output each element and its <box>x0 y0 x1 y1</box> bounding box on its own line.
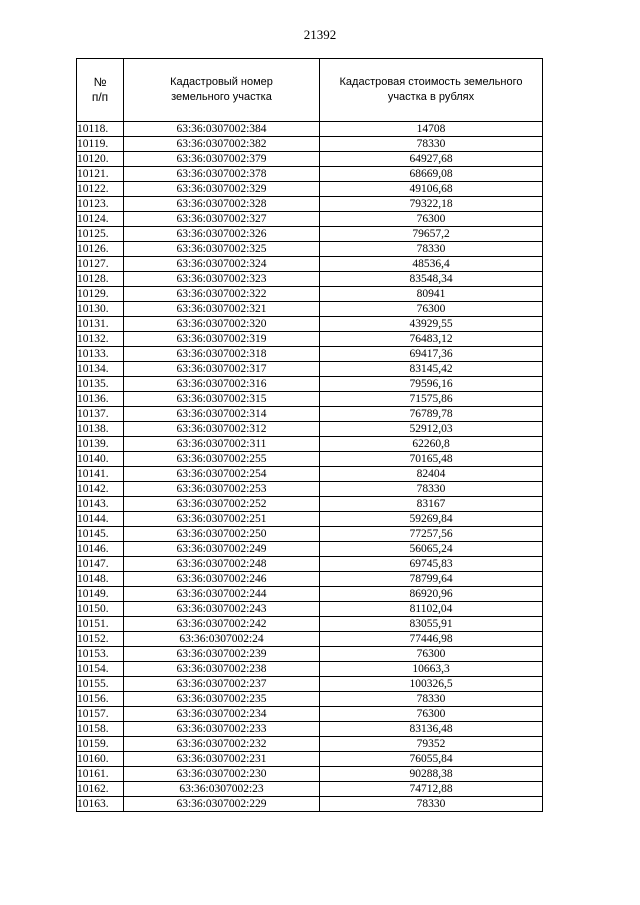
cadastral-value-cell: 78799,64 <box>320 572 543 587</box>
table-row <box>77 617 543 632</box>
cadastral-number-cell: 63:36:0307002:255 <box>124 452 320 467</box>
header-number-abbrev: п/п <box>91 90 109 104</box>
row-number-cell: 10134. <box>77 362 124 377</box>
table-row <box>77 152 543 167</box>
row-number-cell: 10163. <box>77 797 124 812</box>
cadastral-number-cell: 63:36:0307002:23 <box>124 782 320 797</box>
table-row <box>77 497 543 512</box>
row-number-cell: 10126. <box>77 242 124 257</box>
cadastral-number-cell: 63:36:0307002:314 <box>124 407 320 422</box>
cadastral-value-cell: 14708 <box>320 122 543 137</box>
cadastral-value-table <box>76 58 543 812</box>
row-number-cell: 10129. <box>77 287 124 302</box>
table-row <box>77 602 543 617</box>
cadastral-value-cell: 79352 <box>320 737 543 752</box>
cadastral-value-cell: 76055,84 <box>320 752 543 767</box>
row-number-cell: 10145. <box>77 527 124 542</box>
header-cadastral-number <box>124 59 320 122</box>
row-number-cell: 10136. <box>77 392 124 407</box>
cadastral-number-cell: 63:36:0307002:382 <box>124 137 320 152</box>
table-row <box>77 632 543 647</box>
table-row <box>77 227 543 242</box>
table-row <box>77 317 543 332</box>
table-row <box>77 707 543 722</box>
row-number-cell: 10128. <box>77 272 124 287</box>
table-row <box>77 212 543 227</box>
row-number-cell: 10147. <box>77 557 124 572</box>
cadastral-number-cell: 63:36:0307002:312 <box>124 422 320 437</box>
table-row <box>77 242 543 257</box>
row-number-cell: 10122. <box>77 182 124 197</box>
row-number-cell: 10153. <box>77 647 124 662</box>
cadastral-value-cell: 83055,91 <box>320 617 543 632</box>
row-number-cell: 10124. <box>77 212 124 227</box>
cadastral-value-cell: 78330 <box>320 137 543 152</box>
table-row <box>77 122 543 137</box>
cadastral-number-cell: 63:36:0307002:311 <box>124 437 320 452</box>
row-number-cell: 10130. <box>77 302 124 317</box>
row-number-cell: 10151. <box>77 617 124 632</box>
table-row <box>77 767 543 782</box>
row-number-cell: 10155. <box>77 677 124 692</box>
cadastral-number-cell: 63:36:0307002:253 <box>124 482 320 497</box>
table-row <box>77 512 543 527</box>
table-row <box>77 467 543 482</box>
row-number-cell: 10132. <box>77 332 124 347</box>
row-number-cell: 10154. <box>77 662 124 677</box>
row-number-cell: 10123. <box>77 197 124 212</box>
row-number-cell: 10152. <box>77 632 124 647</box>
cadastral-number-cell: 63:36:0307002:251 <box>124 512 320 527</box>
table-row <box>77 572 543 587</box>
cadastral-number-cell: 63:36:0307002:254 <box>124 467 320 482</box>
cadastral-number-cell: 63:36:0307002:237 <box>124 677 320 692</box>
table-row <box>77 332 543 347</box>
table-row <box>77 587 543 602</box>
table-header-row <box>77 59 543 122</box>
table-row <box>77 167 543 182</box>
cadastral-number-cell: 63:36:0307002:327 <box>124 212 320 227</box>
cadastral-number-cell: 63:36:0307002:250 <box>124 527 320 542</box>
row-number-cell: 10131. <box>77 317 124 332</box>
cadastral-number-cell: 63:36:0307002:248 <box>124 557 320 572</box>
table-row <box>77 287 543 302</box>
table-row <box>77 782 543 797</box>
table-row <box>77 347 543 362</box>
row-number-cell: 10149. <box>77 587 124 602</box>
row-number-cell: 10135. <box>77 377 124 392</box>
cadastral-value-cell: 68669,08 <box>320 167 543 182</box>
cadastral-number-cell: 63:36:0307002:246 <box>124 572 320 587</box>
cadastral-number-cell: 63:36:0307002:244 <box>124 587 320 602</box>
cadastral-value-cell: 76300 <box>320 212 543 227</box>
cadastral-number-cell: 63:36:0307002:378 <box>124 167 320 182</box>
cadastral-number-cell: 63:36:0307002:24 <box>124 632 320 647</box>
cadastral-value-cell: 70165,48 <box>320 452 543 467</box>
cadastral-value-cell: 90288,38 <box>320 767 543 782</box>
cadastral-value-cell: 80941 <box>320 287 543 302</box>
cadastral-number-cell: 63:36:0307002:252 <box>124 497 320 512</box>
cadastral-number-cell: 63:36:0307002:319 <box>124 332 320 347</box>
row-number-cell: 10143. <box>77 497 124 512</box>
cadastral-value-cell: 52912,03 <box>320 422 543 437</box>
table-row <box>77 137 543 152</box>
cadastral-number-cell: 63:36:0307002:384 <box>124 122 320 137</box>
cadastral-value-cell: 79322,18 <box>320 197 543 212</box>
cadastral-value-cell: 100326,5 <box>320 677 543 692</box>
cadastral-number-cell: 63:36:0307002:249 <box>124 542 320 557</box>
row-number-cell: 10144. <box>77 512 124 527</box>
cadastral-number-cell: 63:36:0307002:322 <box>124 287 320 302</box>
table-row <box>77 647 543 662</box>
cadastral-value-cell: 76483,12 <box>320 332 543 347</box>
cadastral-number-cell: 63:36:0307002:239 <box>124 647 320 662</box>
table-row <box>77 662 543 677</box>
table-row <box>77 302 543 317</box>
row-number-cell: 10119. <box>77 137 124 152</box>
header-value-line1: Кадастровая стоимость земельного <box>339 76 523 88</box>
row-number-cell: 10162. <box>77 782 124 797</box>
cadastral-number-cell: 63:36:0307002:325 <box>124 242 320 257</box>
cadastral-value-cell: 76300 <box>320 707 543 722</box>
page-number: 21392 <box>303 27 337 42</box>
cadastral-number-cell: 63:36:0307002:329 <box>124 182 320 197</box>
cadastral-value-cell: 48536,4 <box>320 257 543 272</box>
cadastral-value-cell: 78330 <box>320 482 543 497</box>
cadastral-value-cell: 69745,83 <box>320 557 543 572</box>
cadastral-number-cell: 63:36:0307002:233 <box>124 722 320 737</box>
cadastral-number-cell: 63:36:0307002:235 <box>124 692 320 707</box>
header-number-sign: № <box>93 75 107 89</box>
cadastral-number-cell: 63:36:0307002:318 <box>124 347 320 362</box>
row-number-cell: 10146. <box>77 542 124 557</box>
cadastral-value-cell: 78330 <box>320 692 543 707</box>
row-number-cell: 10133. <box>77 347 124 362</box>
cadastral-value-cell: 78330 <box>320 242 543 257</box>
row-number-cell: 10125. <box>77 227 124 242</box>
header-row-number <box>77 59 124 122</box>
row-number-cell: 10161. <box>77 767 124 782</box>
cadastral-number-cell: 63:36:0307002:323 <box>124 272 320 287</box>
cadastral-number-cell: 63:36:0307002:321 <box>124 302 320 317</box>
row-number-cell: 10140. <box>77 452 124 467</box>
cadastral-value-cell: 71575,86 <box>320 392 543 407</box>
cadastral-number-cell: 63:36:0307002:242 <box>124 617 320 632</box>
table-row <box>77 437 543 452</box>
row-number-cell: 10120. <box>77 152 124 167</box>
cadastral-value-cell: 74712,88 <box>320 782 543 797</box>
table-row <box>77 452 543 467</box>
table-row <box>77 797 543 812</box>
cadastral-number-cell: 63:36:0307002:243 <box>124 602 320 617</box>
cadastral-number-cell: 63:36:0307002:231 <box>124 752 320 767</box>
cadastral-value-cell: 76300 <box>320 302 543 317</box>
cadastral-number-cell: 63:36:0307002:315 <box>124 392 320 407</box>
cadastral-value-cell: 56065,24 <box>320 542 543 557</box>
table-row <box>77 272 543 287</box>
table-row <box>77 557 543 572</box>
row-number-cell: 10142. <box>77 482 124 497</box>
table-row <box>77 422 543 437</box>
row-number-cell: 10158. <box>77 722 124 737</box>
cadastral-value-cell: 49106,68 <box>320 182 543 197</box>
row-number-cell: 10139. <box>77 437 124 452</box>
row-number-cell: 10137. <box>77 407 124 422</box>
table-row <box>77 362 543 377</box>
cadastral-value-cell: 83136,48 <box>320 722 543 737</box>
row-number-cell: 10148. <box>77 572 124 587</box>
table-row <box>77 392 543 407</box>
table-row <box>77 377 543 392</box>
cadastral-value-cell: 77257,56 <box>320 527 543 542</box>
row-number-cell: 10150. <box>77 602 124 617</box>
row-number-cell: 10141. <box>77 467 124 482</box>
cadastral-value-cell: 62260,8 <box>320 437 543 452</box>
cadastral-value-cell: 76300 <box>320 647 543 662</box>
table-row <box>77 737 543 752</box>
table-row <box>77 197 543 212</box>
cadastral-value-cell: 83167 <box>320 497 543 512</box>
row-number-cell: 10138. <box>77 422 124 437</box>
table-row <box>77 692 543 707</box>
header-cadastral-line2: земельного участка <box>171 91 272 103</box>
cadastral-value-cell: 81102,04 <box>320 602 543 617</box>
cadastral-value-cell: 86920,96 <box>320 587 543 602</box>
table-row <box>77 542 543 557</box>
header-value-line2: участка в рублях <box>387 91 475 103</box>
table-row <box>77 257 543 272</box>
cadastral-number-cell: 63:36:0307002:232 <box>124 737 320 752</box>
table-row <box>77 182 543 197</box>
row-number-cell: 10118. <box>77 122 124 137</box>
cadastral-number-cell: 63:36:0307002:316 <box>124 377 320 392</box>
cadastral-value-cell: 78330 <box>320 797 543 812</box>
cadastral-value-cell: 10663,3 <box>320 662 543 677</box>
cadastral-value-cell: 77446,98 <box>320 632 543 647</box>
row-number-cell: 10159. <box>77 737 124 752</box>
table-row <box>77 527 543 542</box>
row-number-cell: 10156. <box>77 692 124 707</box>
cadastral-number-cell: 63:36:0307002:238 <box>124 662 320 677</box>
table-row <box>77 752 543 767</box>
cadastral-value-cell: 69417,36 <box>320 347 543 362</box>
row-number-cell: 10121. <box>77 167 124 182</box>
cadastral-number-cell: 63:36:0307002:317 <box>124 362 320 377</box>
cadastral-number-cell: 63:36:0307002:229 <box>124 797 320 812</box>
cadastral-number-cell: 63:36:0307002:230 <box>124 767 320 782</box>
cadastral-value-cell: 83548,34 <box>320 272 543 287</box>
cadastral-number-cell: 63:36:0307002:234 <box>124 707 320 722</box>
cadastral-value-cell: 43929,55 <box>320 317 543 332</box>
table-row <box>77 677 543 692</box>
cadastral-value-cell: 83145,42 <box>320 362 543 377</box>
cadastral-number-cell: 63:36:0307002:324 <box>124 257 320 272</box>
cadastral-value-cell: 76789,78 <box>320 407 543 422</box>
header-cadastral-value <box>320 59 543 122</box>
cadastral-value-cell: 82404 <box>320 467 543 482</box>
header-cadastral-line1: Кадастровый номер <box>170 76 273 88</box>
row-number-cell: 10157. <box>77 707 124 722</box>
cadastral-number-cell: 63:36:0307002:320 <box>124 317 320 332</box>
cadastral-number-cell: 63:36:0307002:326 <box>124 227 320 242</box>
cadastral-value-cell: 79596,16 <box>320 377 543 392</box>
cadastral-number-cell: 63:36:0307002:379 <box>124 152 320 167</box>
cadastral-value-cell: 59269,84 <box>320 512 543 527</box>
cadastral-value-cell: 64927,68 <box>320 152 543 167</box>
row-number-cell: 10127. <box>77 257 124 272</box>
row-number-cell: 10160. <box>77 752 124 767</box>
table-row <box>77 482 543 497</box>
cadastral-value-cell: 79657,2 <box>320 227 543 242</box>
table-body <box>77 122 543 812</box>
table-row <box>77 407 543 422</box>
table-row <box>77 722 543 737</box>
cadastral-number-cell: 63:36:0307002:328 <box>124 197 320 212</box>
